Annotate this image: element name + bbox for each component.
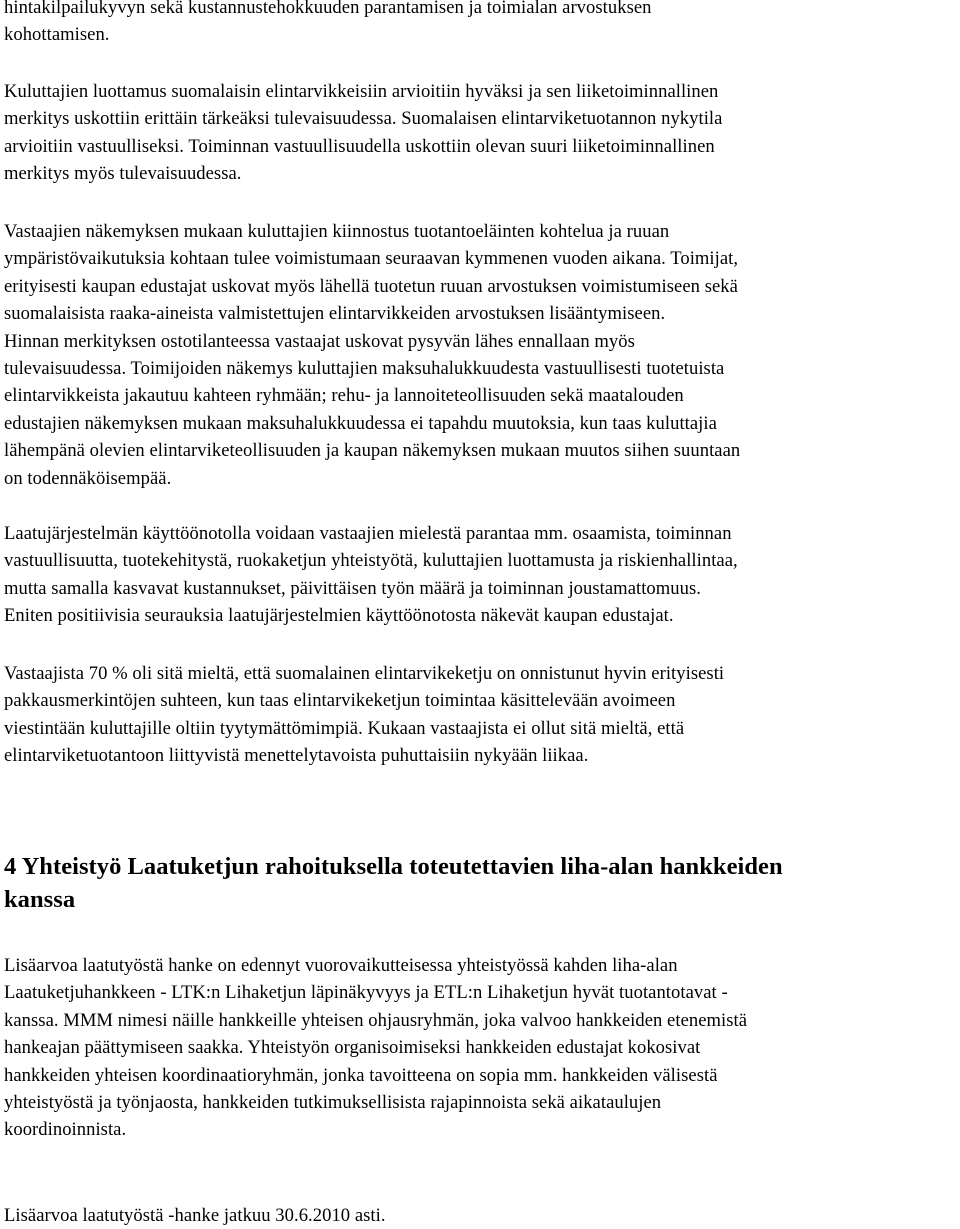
paragraph-project-end bbox=[4, 1202, 386, 1229]
text-line: merkitys myös tulevaisuudessa. bbox=[4, 163, 242, 185]
text-line: Laatujärjestelmän käyttöönotolla voidaan vastaajien mielestä parantaa mm. osaamista, toiminnan bbox=[4, 523, 732, 544]
text-line: Eniten positiivisia seurauksia laatujärjestelmien käyttöönotosta näkevät kaupan edustajat. bbox=[4, 605, 674, 627]
heading-line: 4 Yhteistyö Laatuketjun rahoituksella toteutettavien liha-alan hankkeiden bbox=[4, 853, 783, 880]
text-line: kanssa. MMM nimesi näille hankkeille yhteisen ohjausryhmän, joka valvoo hankkeiden etenemistä bbox=[4, 1009, 748, 1031]
text-line: Laatuketjuhankkeen - LTK:n Lihaketjun läpinäkyvyys ja ETL:n Lihaketjun hyvät tuotantotavat - bbox=[4, 982, 728, 1004]
text-line: yhteistyöstä ja työnjaosta, hankkeiden tutkimuksellisista rajapinnoista sekä aikataulujen bbox=[4, 1092, 662, 1114]
paragraph-consumer-interest bbox=[4, 218, 740, 492]
text-line: hintakilpailukyvyn sekä kustannustehokkuuden parantamisen ja toimialan arvostuksen bbox=[4, 0, 652, 18]
text-line: erityisesti kaupan edustajat uskovat myös lähellä tuotetun ruuan arvostuksen voimistumiseen sekä bbox=[4, 275, 738, 297]
text-line: pakkausmerkintöjen suhteen, kun taas elintarvikeketjun toimintaa käsittelevään avoimeen bbox=[4, 690, 676, 712]
paragraph-quality-systems bbox=[4, 520, 738, 630]
text-line: hankkeiden yhteisen koordinaatioryhmän, jonka tavoitteena on sopia mm. hankkeiden välisestä bbox=[4, 1064, 718, 1086]
text-line: koordinoinnista. bbox=[4, 1119, 127, 1141]
text-line: suomalaisista raaka-aineista valmistettujen elintarvikkeiden arvostuksen lisääntymiseen. bbox=[4, 303, 666, 325]
text-line: Vastaajien näkemyksen mukaan kuluttajien kiinnostus tuotantoeläinten kohtelua ja ruuan bbox=[4, 221, 670, 242]
text-line: Lisäarvoa laatutyöstä -hanke jatkuu 30.6.2010 asti. bbox=[4, 1205, 386, 1226]
text-line: Kuluttajien luottamus suomalaisin elintarvikkeisiin arvioitiin hyväksi ja sen liiketoiminnallinen bbox=[4, 81, 719, 102]
text-line: on todennäköisempää. bbox=[4, 467, 172, 489]
text-line: elintarviketuotantoon liittyvistä menettelytavoista puhuttaisiin nykyään liikaa. bbox=[4, 745, 589, 767]
text-line: hankeajan päättymiseen saakka. Yhteistyön organisoimiseksi hankkeiden edustajat kokosivat bbox=[4, 1037, 701, 1059]
paragraph-respondents bbox=[4, 660, 724, 770]
text-line: Vastaajista 70 % oli sitä mieltä, että suomalainen elintarvikeketju on onnistunut hyvin erityisesti bbox=[4, 663, 725, 684]
heading-line: kanssa bbox=[4, 885, 76, 913]
text-line: kohottamisen. bbox=[4, 24, 110, 46]
text-line: Lisäarvoa laatutyöstä hanke on edennyt vuorovaikutteisessa yhteistyössä kahden liha-alan bbox=[4, 955, 678, 976]
section-heading bbox=[4, 851, 783, 916]
text-line: viestintään kuluttajille oltiin tyytymättömimpiä. Kukaan vastaajista ei ollut sitä mieltä, että bbox=[4, 717, 685, 739]
paragraph-intro-continuation bbox=[4, 0, 652, 49]
text-line: arvioitiin vastuulliseksi. Toiminnan vastuullisuudella uskottiin olevan suuri liiketoiminnallinen bbox=[4, 135, 715, 157]
text-line: merkitys uskottiin erittäin tärkeäksi tulevaisuudessa. Suomalaisen elintarviketuotannon nykytila bbox=[4, 108, 723, 130]
text-line: edustajien näkemyksen mukaan maksuhalukkuudessa ei tapahdu muutoksia, kun taas kuluttajia bbox=[4, 412, 717, 434]
text-line: vastuullisuutta, tuotekehitystä, ruokaketjun yhteistyötä, kuluttajien luottamusta ja riskienhallintaa, bbox=[4, 550, 738, 572]
text-line: elintarvikkeista jakautuu kahteen ryhmään; rehu- ja lannoiteteollisuuden sekä maatalouden bbox=[4, 385, 684, 407]
text-line: mutta samalla kasvavat kustannukset, päivittäisen työn määrä ja toiminnan joustamattomuus. bbox=[4, 577, 701, 599]
text-line: ympäristövaikutuksia kohtaan tulee voimistumaan seuraavan kymmenen vuoden aikana. Toimijat, bbox=[4, 248, 739, 270]
text-line: lähempänä olevien elintarviketeollisuuden ja kaupan näkemyksen mukaan muutos siihen suuntaan bbox=[4, 440, 741, 462]
text-line: tulevaisuudessa. Toimijoiden näkemys kuluttajien maksuhalukkuudesta vastuullisesti tuotetuista bbox=[4, 358, 725, 380]
text-line: Hinnan merkityksen ostotilanteessa vastaajat uskovat pysyvän lähes ennallaan myös bbox=[4, 330, 635, 352]
paragraph-cooperation bbox=[4, 952, 747, 1144]
paragraph-consumer-trust bbox=[4, 78, 722, 188]
